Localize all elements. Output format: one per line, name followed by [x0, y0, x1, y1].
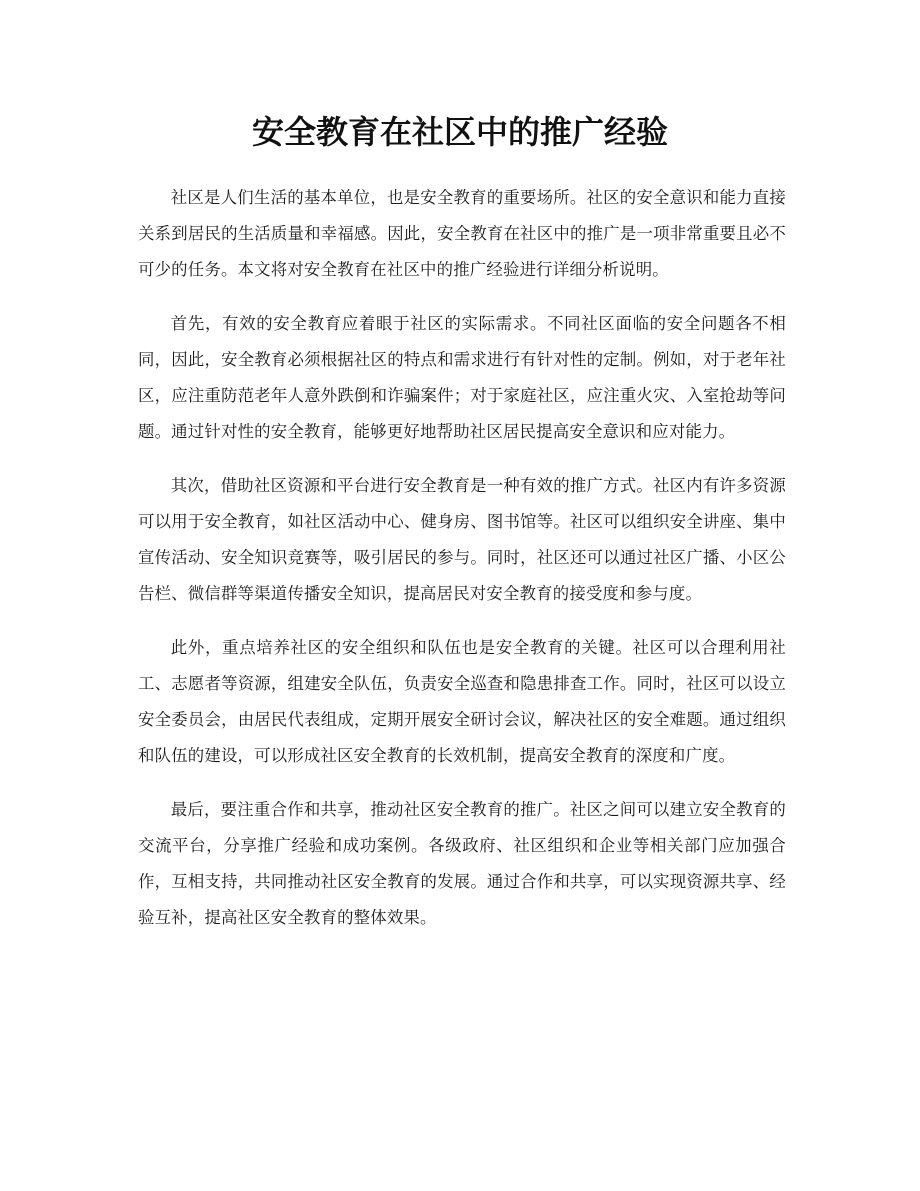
paragraph-second: 其次，借助社区资源和平台进行安全教育是一种有效的推广方式。社区内有许多资源可以用于安全教育，如社区活动中心、健身房、图书馆等。社区可以组织安全讲座、集中宣传活动、安全知识竞赛等，吸引居民的参与。同时，社区还可以通过社区广播、小区公告栏、微信群等渠道传播安全知识，提高居民对安全教育的接受度和参与度。 — [138, 476, 786, 603]
paragraph-third: 此外，重点培养社区的安全组织和队伍也是安全教育的关键。社区可以合理利用社工、志愿者等资源，组建安全队伍，负责安全巡查和隐患排查工作。同时，社区可以设立安全委员会，由居民代表组成，定期开展安全研讨会议，解决社区的安全难题。通过组织和队伍的建设，可以形成社区安全教育的长效机制，提高安全教育的深度和广度。 — [138, 638, 786, 765]
document-title: 安全教育在社区中的推广经验 — [251, 113, 668, 151]
paragraph-final: 最后，要注重合作和共享，推动社区安全教育的推广。社区之间可以建立安全教育的交流平台，分享推广经验和成功案例。各级政府、社区组织和企业等相关部门应加强合作，互相支持，共同推动社区安全教育的发展。通过合作和共享，可以实现资源共享、经验互补，提高社区安全教育的整体效果。 — [138, 800, 786, 927]
paragraph-intro: 社区是人们生活的基本单位，也是安全教育的重要场所。社区的安全意识和能力直接关系到居民的生活质量和幸福感。因此，安全教育在社区中的推广是一项非常重要且必不可少的任务。本文将对安全教育在社区中的推广经验进行详细分析说明。 — [138, 188, 786, 279]
document-body — [138, 180, 786, 954]
paragraph-first: 首先，有效的安全教育应着眼于社区的实际需求。不同社区面临的安全问题各不相同，因此，安全教育必须根据社区的特点和需求进行有针对性的定制。例如，对于老年社区，应注重防范老年人意外跌倒和诈骗案件；对于家庭社区，应注重火灾、入室抢劫等问题。通过针对性的安全教育，能够更好地帮助社区居民提高安全意识和应对能力。 — [138, 314, 786, 441]
